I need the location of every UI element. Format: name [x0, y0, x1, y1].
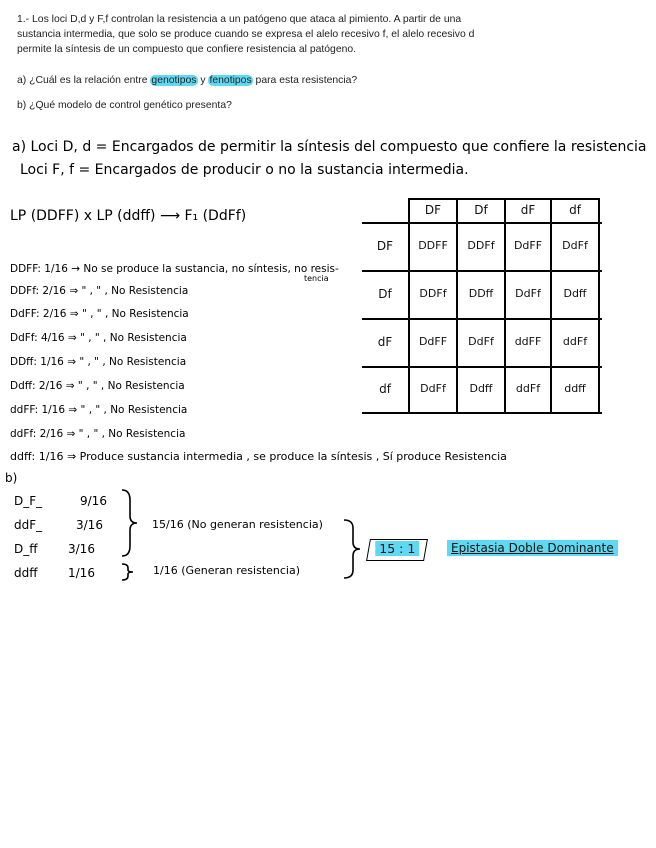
- question-a: [17, 73, 357, 88]
- right-brace-icon: [118, 562, 138, 582]
- phenotype-class-genotype: ddff: [14, 566, 38, 580]
- phenotype-class-genotype: D_F_: [14, 494, 43, 508]
- punnett-row-header: DF: [376, 239, 394, 253]
- genotype-line: DDFF: 1/16 → No se produce la sustancia, no síntesis, no resis-: [10, 263, 339, 275]
- punnett-cell: DdFf: [515, 287, 541, 300]
- punnett-cell: DdFF: [513, 239, 543, 252]
- ratio-box: [366, 539, 428, 561]
- genotype-line: DdFf: 4/16 ⇒ " , " , No Resistencia: [10, 332, 187, 344]
- answer-a-line2: Loci F, f = Encargados de producir o no la sustancia intermedia.: [20, 162, 469, 178]
- punnett-cell: ddFf: [562, 335, 588, 348]
- question-a-prefix: a) ¿Cuál es la relación entre: [17, 75, 151, 86]
- answer-b-label: b): [5, 471, 18, 485]
- punnett-cell: DDff: [468, 287, 494, 300]
- highlight-fenotipos: fenotipos: [209, 75, 252, 86]
- ratio-value: 15 : 1: [375, 541, 419, 556]
- final-genotype-line: ddff: 1/16 ⇒ Produce sustancia intermedia , se produce la síntesis , Sí produce Resistencia: [10, 450, 507, 463]
- genotype-line: DdFF: 2/16 ⇒ " , " , No Resistencia: [10, 308, 189, 320]
- genotype-line: DDff: 1/16 ⇒ " , " , No Resistencia: [10, 356, 187, 368]
- punnett-cell: DdFf: [468, 335, 494, 348]
- punnett-cell: DdFf: [562, 239, 588, 252]
- right-brace-icon: [340, 518, 364, 580]
- question-b: b) ¿Qué modelo de control genético presenta?: [17, 100, 232, 111]
- punnett-square: [362, 198, 604, 416]
- question-a-suffix: para esta resistencia?: [252, 75, 358, 86]
- punnett-col-header: df: [569, 203, 581, 217]
- group-resistance: 1/16 (Generan resistencia): [153, 564, 301, 577]
- group-no-resistance: 15/16 (No generan resistencia): [152, 518, 323, 531]
- right-brace-icon: [118, 488, 140, 558]
- punnett-cell: DdFF: [418, 335, 448, 348]
- punnett-cell: ddFF: [514, 335, 542, 348]
- phenotype-class-genotype: ddF_: [14, 518, 43, 532]
- genotype-line-tail: tencia: [304, 274, 329, 283]
- punnett-cell: ddff: [564, 382, 586, 395]
- punnett-cell: DDFF: [418, 239, 448, 252]
- phenotype-class-genotype: D_ff: [14, 542, 38, 556]
- punnett-row-header: df: [379, 382, 391, 396]
- punnett-cell: DDFf: [419, 287, 447, 300]
- genotype-line: ddFf: 2/16 ⇒ " , " , No Resistencia: [10, 428, 186, 440]
- question-a-mid: y: [197, 75, 209, 86]
- highlight-genotipos: genotipos: [151, 75, 197, 86]
- phenotype-class-fraction: 3/16: [68, 542, 95, 556]
- genetic-model-label: Epistasia Doble Dominante: [447, 540, 618, 556]
- punnett-cell: DdFf: [420, 382, 446, 395]
- punnett-row-header: dF: [377, 335, 393, 349]
- genotype-line: DDFf: 2/16 ⇒ " , " , No Resistencia: [10, 285, 189, 297]
- genotype-line: ddFF: 1/16 ⇒ " , " , No Resistencia: [10, 404, 188, 416]
- punnett-cell: ddFf: [515, 382, 541, 395]
- answer-a-line1: a) Loci D, d = Encargados de permitir la síntesis del compuesto que confiere la resistencia: [12, 139, 647, 155]
- punnett-col-header: DF: [424, 203, 442, 217]
- genotype-line: Ddff: 2/16 ⇒ " , " , No Resistencia: [10, 380, 185, 392]
- punnett-cell: Ddff: [563, 287, 587, 300]
- punnett-col-header: dF: [520, 203, 536, 217]
- phenotype-class-fraction: 1/16: [68, 566, 95, 580]
- punnett-col-header: Df: [474, 203, 488, 217]
- punnett-row-header: Df: [378, 287, 392, 301]
- cross-line: LP (DDFF) x LP (ddff) ⟶ F₁ (DdFf): [10, 208, 247, 224]
- punnett-cell: Ddff: [469, 382, 493, 395]
- question-paragraph: 1.- Los loci D,d y F,f controlan la resistencia a un patógeno que ataca al pimiento. A partir de una sustancia intermedia, que solo se produce cuando se expresa el alelo recesivo f, el alelo recesivo d permite la síntesis de un compuesto que confiere resistencia al patógeno.: [17, 14, 475, 55]
- phenotype-class-fraction: 9/16: [80, 494, 107, 508]
- phenotype-class-fraction: 3/16: [76, 518, 103, 532]
- punnett-cell: DDFf: [467, 239, 495, 252]
